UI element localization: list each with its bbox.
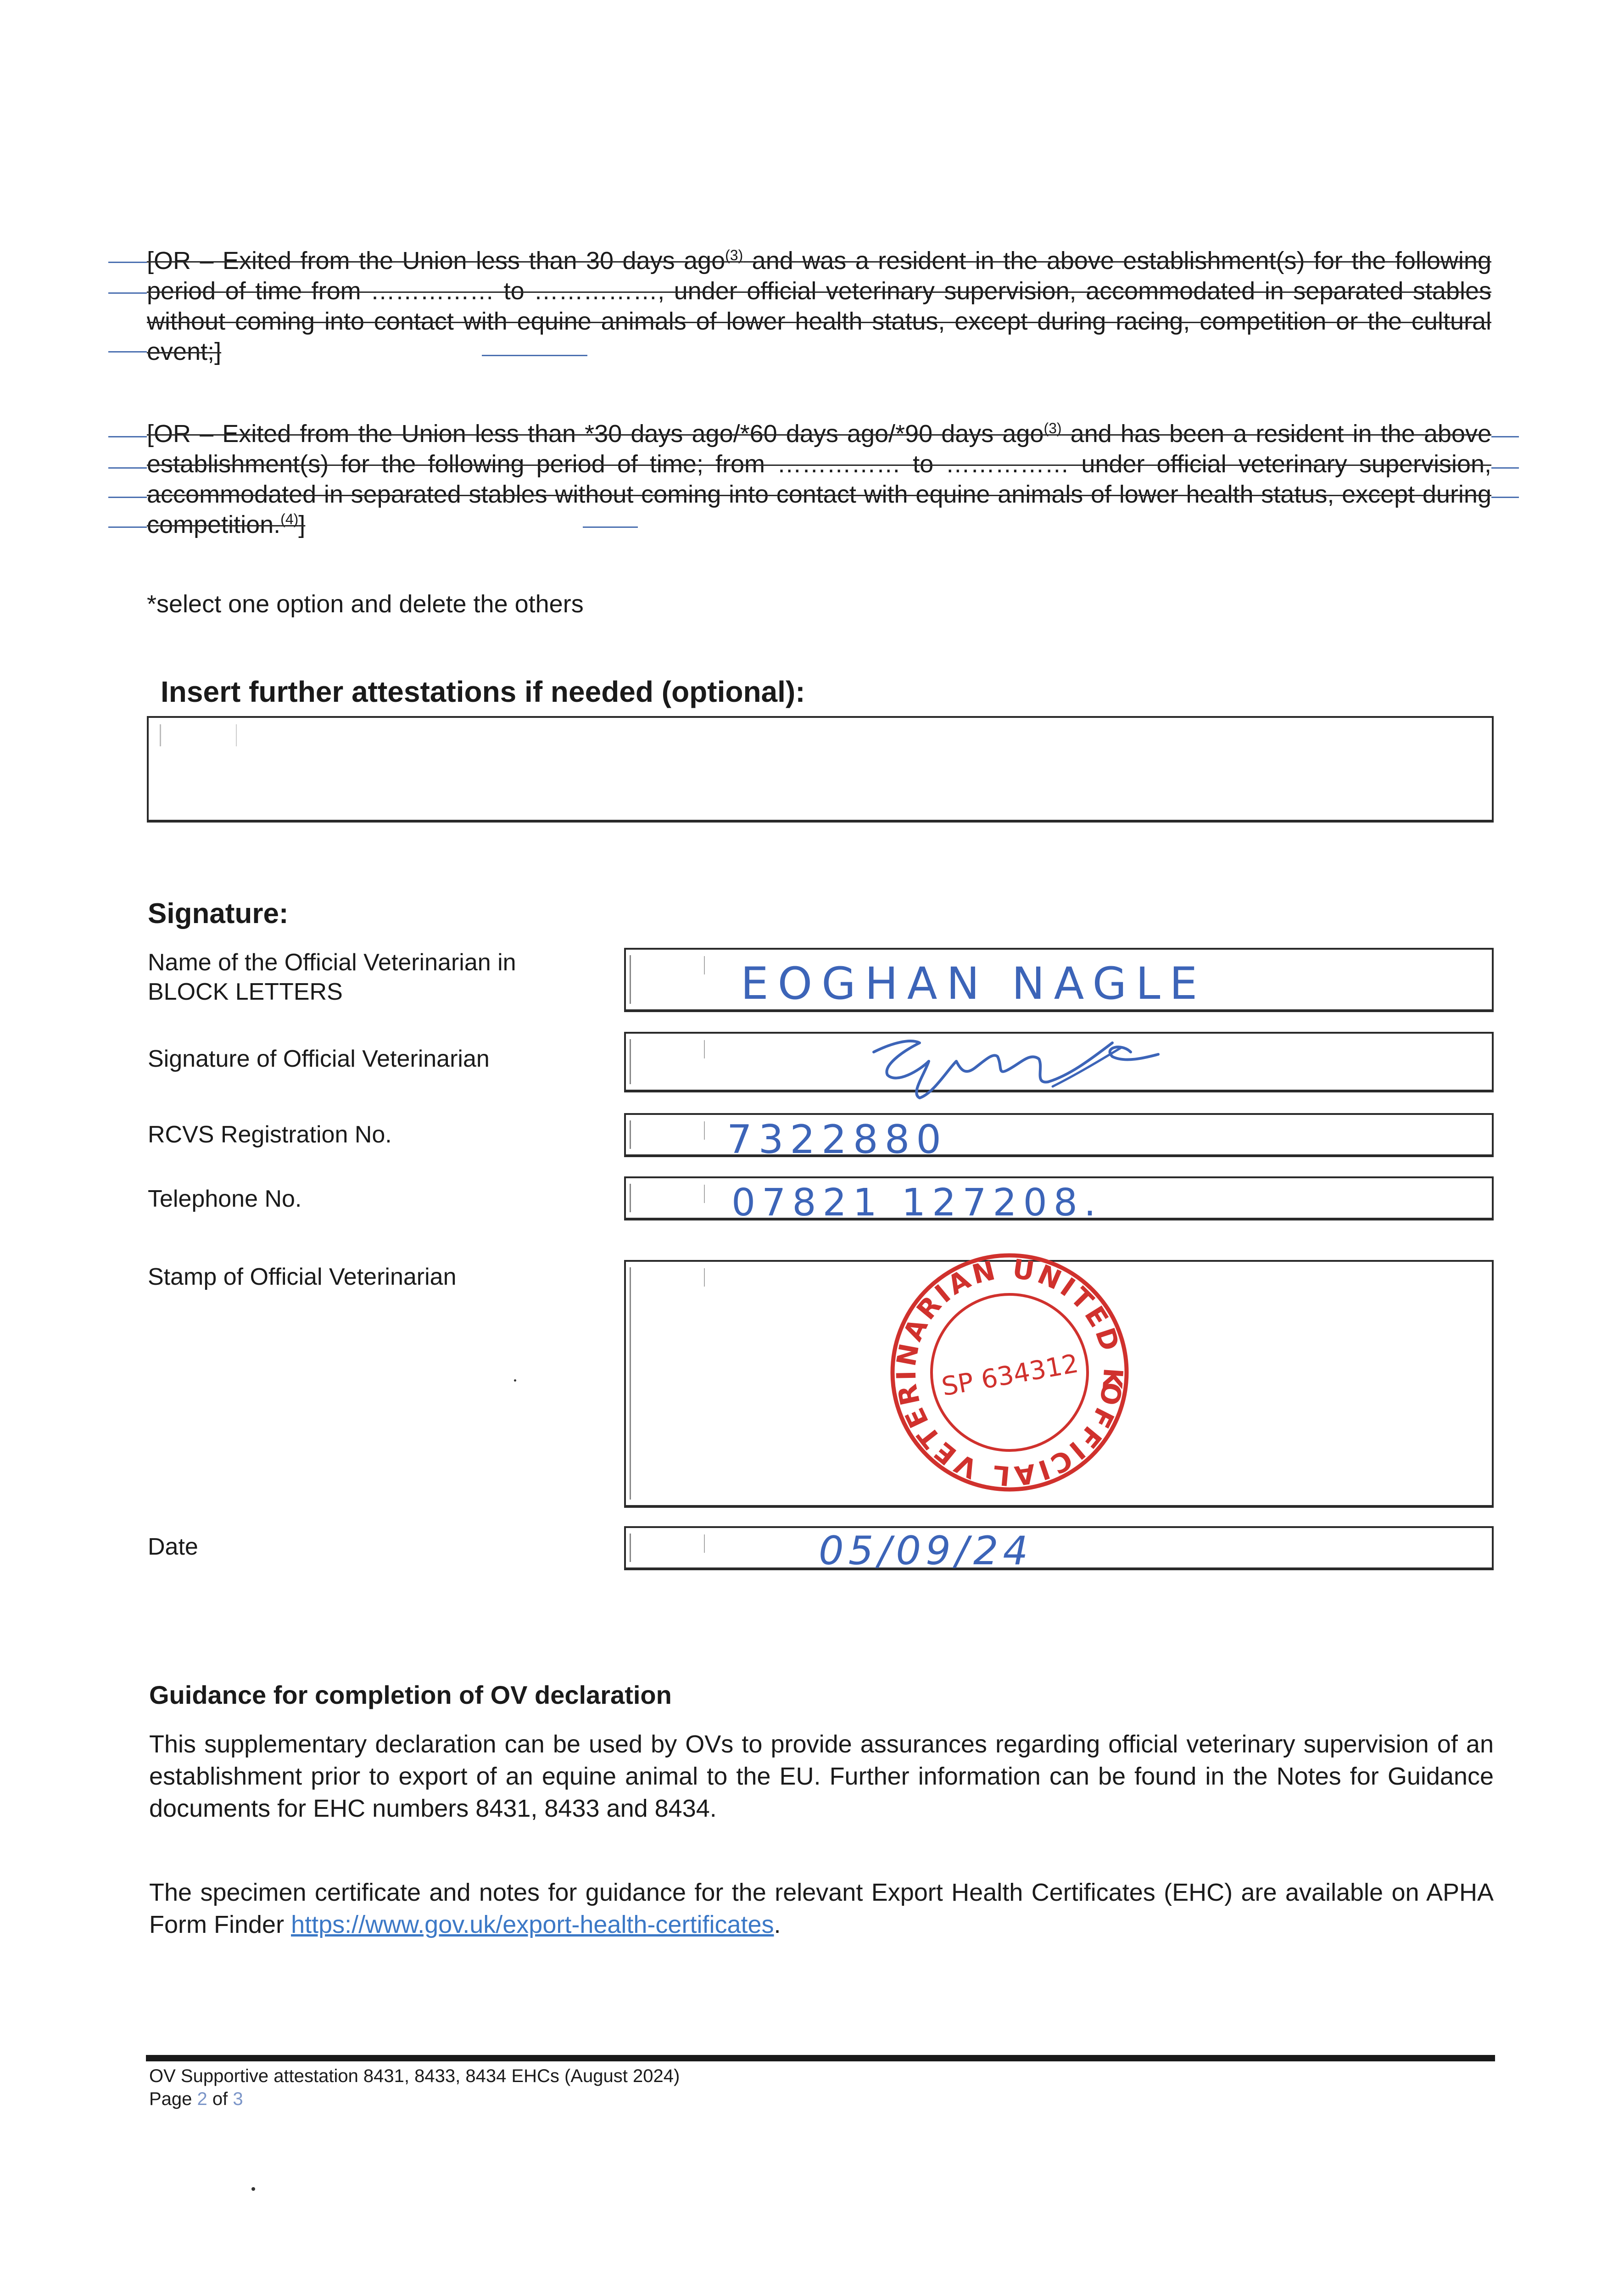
scan-speck bbox=[251, 2187, 255, 2191]
footnote-ref-3: (3) bbox=[725, 247, 743, 263]
option-1-text-a: [OR – Exited from the Union less than 30 days ago bbox=[147, 247, 725, 274]
strike-mark bbox=[108, 351, 147, 353]
page-total: 3 bbox=[233, 2089, 243, 2109]
strike-mark bbox=[1491, 467, 1519, 469]
page-word: Page bbox=[149, 2089, 192, 2109]
guidance-heading: Guidance for completion of OV declaration bbox=[149, 1680, 672, 1709]
phone-value: 07821 127208. bbox=[731, 1181, 1103, 1225]
strike-mark bbox=[1491, 497, 1519, 498]
guidance-paragraph-2-end: . bbox=[774, 1911, 781, 1938]
footnote-ref-3: (3) bbox=[1044, 420, 1062, 437]
stamp-ring-text: OFFICIAL VETERINARIAN UNITED KINGDOM bbox=[890, 1253, 1129, 1492]
struck-option-paragraph-1 bbox=[147, 246, 1491, 367]
field-scan-mark bbox=[704, 1040, 705, 1058]
field-scan-mark bbox=[704, 1185, 705, 1203]
date-field[interactable] bbox=[624, 1526, 1494, 1574]
rcvs-field[interactable] bbox=[624, 1113, 1494, 1163]
name-label: Name of the Official Veterinarian in BLOCK LETTERS bbox=[148, 949, 516, 1005]
select-option-note: *select one option and delete the others bbox=[147, 590, 584, 618]
footer-rule bbox=[146, 2055, 1495, 2061]
phone-field[interactable] bbox=[624, 1176, 1494, 1225]
attestations-heading: Insert further attestations if needed (optional): bbox=[161, 675, 805, 708]
footer-title: OV Supportive attestation 8431, 8433, 8434 EHCs (August 2024) bbox=[149, 2066, 680, 2086]
option-2-text-b: and has been a resident in the above establishment(s) for the following period of time; from …………… to …………… under official veterinary supervision, accommodated in separated stables without coming into contact with equine animals of lower health status, except during competition. bbox=[147, 420, 1491, 538]
guidance-paragraph-1: This supplementary declaration can be used by OVs to provide assurances regarding official veterinary supervision of an establishment prior to export of an equine animal to the EU. Further information can be found in the Notes for Guidance documents for EHC numbers 8431, 8433 and 8434. bbox=[149, 1730, 1494, 1822]
strike-mark bbox=[108, 262, 147, 263]
signature-heading: Signature: bbox=[148, 898, 289, 929]
page-current: 2 bbox=[197, 2089, 207, 2109]
phone-label: Telephone No. bbox=[148, 1186, 302, 1212]
handwritten-signature bbox=[855, 1024, 1232, 1103]
option-2-text-a: [OR – Exited from the Union less than *30 days ago/*60 days ago/*90 days ago bbox=[147, 420, 1044, 448]
rcvs-value: 7322880 bbox=[727, 1117, 948, 1163]
strike-mark bbox=[108, 467, 147, 469]
field-scan-mark bbox=[704, 956, 705, 974]
guidance-paragraph-2 bbox=[149, 1876, 1494, 1941]
signature-label: Signature of Official Veterinarian bbox=[148, 1046, 490, 1072]
option-2-text-c: ] bbox=[298, 511, 306, 538]
strike-mark bbox=[583, 526, 638, 528]
strike-mark bbox=[108, 526, 147, 528]
date-value: 05/09/24 bbox=[819, 1528, 1033, 1574]
stamp-center-text: SP 634312 bbox=[939, 1349, 1081, 1402]
of-word: of bbox=[212, 2089, 228, 2109]
stamp-label: Stamp of Official Veterinarian bbox=[148, 1264, 457, 1290]
field-scan-mark bbox=[704, 1268, 705, 1287]
name-value: EOGHAN NAGLE bbox=[741, 958, 1207, 1009]
strike-mark bbox=[108, 497, 147, 498]
field-scan-mark bbox=[704, 1534, 705, 1553]
rcvs-label: RCVS Registration No. bbox=[148, 1121, 392, 1148]
strike-mark bbox=[108, 436, 147, 437]
official-veterinarian-stamp bbox=[886, 1248, 1133, 1496]
box-scan-mark bbox=[160, 724, 161, 746]
signature-field[interactable] bbox=[624, 1032, 1494, 1092]
scan-speck bbox=[514, 1379, 516, 1382]
footnote-ref-4: (4) bbox=[280, 511, 299, 527]
export-health-certificates-link[interactable]: https://www.gov.uk/export-health-certificates bbox=[291, 1911, 774, 1938]
struck-option-paragraph-2 bbox=[147, 419, 1491, 540]
strike-mark bbox=[108, 292, 147, 294]
date-label: Date bbox=[148, 1534, 198, 1560]
footer-page-number bbox=[149, 2088, 243, 2110]
attestations-input-box[interactable] bbox=[147, 716, 1494, 823]
option-1-text-b: and was a resident in the above establishment(s) for the following period of time from …………… to ……………, under official veterinary supervision, accommodated in separated stables without coming into contact with equine animals of lower health status, except during racing, competition or the cultural event;] bbox=[147, 247, 1491, 365]
guidance-paragraph-2-text: The specimen certificate and notes for guidance for the relevant Export Health Certificates (EHC) are available on APHA Form Finder bbox=[149, 1879, 1494, 1938]
name-field[interactable] bbox=[624, 948, 1494, 1012]
strike-mark bbox=[482, 355, 587, 356]
field-scan-mark bbox=[704, 1121, 705, 1140]
box-scan-mark bbox=[236, 724, 237, 746]
strike-mark bbox=[1491, 436, 1519, 437]
